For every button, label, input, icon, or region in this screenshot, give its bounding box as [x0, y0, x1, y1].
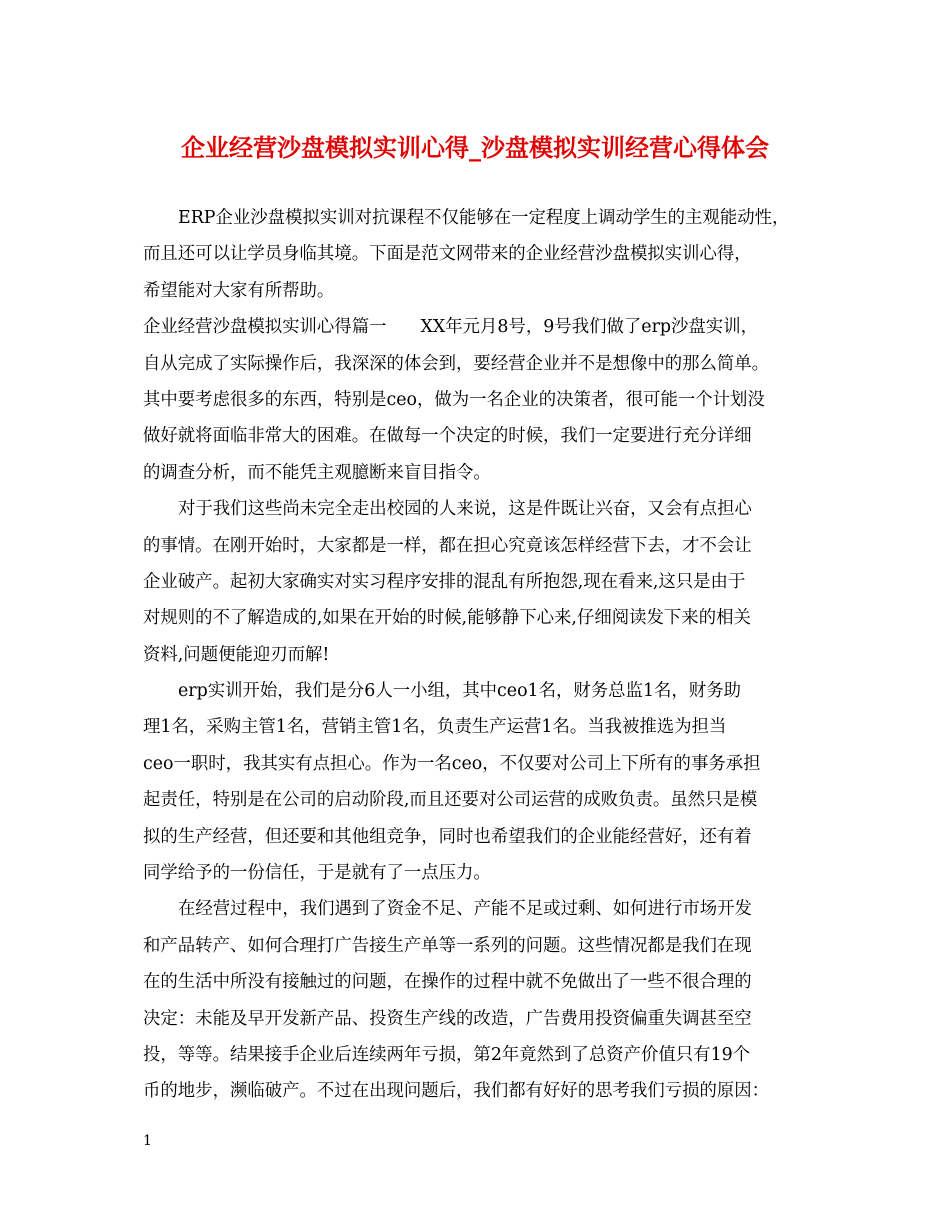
body-line: 的事情。在刚开始时，大家都是一样，都在担心究竟该怎样经营下去，才不会让: [143, 535, 752, 556]
body-line: 企业破产。起初大家确实对实习程序安排的混乱有所抱怨,现在看来,这只是由于: [143, 571, 746, 592]
body-line: erp实训开始，我们是分6人一小组，其中ceo1名，财务总监1名，财务助: [178, 681, 741, 702]
body-line: 对规则的不了解造成的,如果在开始的时候,能够静下心来,仔细阅读发下来的相关: [143, 608, 751, 629]
body-line: 而且还可以让学员身临其境。下面是范文网带来的企业经营沙盘模拟实训心得，: [143, 244, 752, 265]
body-line: 决定：未能及早开发新产品、投资生产线的改造，广告费用投资偏重失调甚至空: [143, 1008, 752, 1029]
body-line: 投，等等。结果接手企业后连续两年亏损，第2年竟然到了总资产价值只有19个: [143, 1044, 751, 1065]
page-number: 1: [143, 1133, 152, 1149]
body-line: 同学给予的一份信任，于是就有了一点压力。: [143, 863, 491, 884]
body-line: 希望能对大家有所帮助。: [143, 280, 335, 301]
body-line: 币的地步，濒临破产。不过在出现问题后，我们都有好好的思考我们亏损的原因：: [143, 1081, 770, 1102]
body-line: 对于我们这些尚未完全走出校园的人来说，这是件既让兴奋，又会有点担心: [178, 499, 752, 520]
body-line: ceo一职时，我其实有点担心。作为一名ceo，不仅要对公司上下所有的事务承担: [143, 753, 761, 774]
body-line-section-heading: [143, 309, 833, 345]
section-heading: 企业经营沙盘模拟实训心得篇一: [143, 317, 387, 338]
document-title: 企业经营沙盘模拟实训心得_沙盘模拟实训经营心得体会: [181, 133, 769, 162]
body-line: 做好就将面临非常大的困难。在做每一个决定的时候，我们一定要进行充分详细: [143, 426, 752, 447]
body-line: 拟的生产经营，但还要和其他组竞争，同时也希望我们的企业能经营好，还有着: [143, 826, 752, 847]
body-line: ERP企业沙盘模拟实训对抗课程不仅能够在一定程度上调动学生的主观能动性，: [178, 208, 790, 228]
section-first-sentence: XX年元月8号，9号我们做了erp沙盘实训，: [420, 317, 758, 338]
body-line: 起责任，特别是在公司的启动阶段,而且还要对公司运营的成败负责。虽然只是模: [143, 790, 758, 811]
body-line: 在的生活中所没有接触过的问题，在操作的过程中就不免做出了一些不很合理的: [143, 972, 752, 993]
body-line: 的调查分析，而不能凭主观臆断来盲目指令。: [143, 462, 491, 483]
document-body: [143, 200, 833, 1110]
body-line: 资料,问题便能迎刃而解!: [143, 644, 330, 665]
body-line: 自从完成了实际操作后，我深深的体会到，要经营企业并不是想像中的那么简单。: [143, 353, 770, 374]
body-line: 其中要考虑很多的东西，特别是ceo，做为一名企业的决策者，很可能一个计划没: [143, 389, 765, 410]
body-line: 理1名，采购主管1名，营销主管1名，负责生产运营1名。当我被推选为担当: [143, 717, 727, 738]
body-line: 和产品转产、如何合理打广告接生产单等一系列的问题。这些情况都是我们在现: [143, 935, 752, 956]
body-line: 在经营过程中，我们遇到了资金不足、产能不足或过剩、如何进行市场开发: [178, 899, 752, 920]
